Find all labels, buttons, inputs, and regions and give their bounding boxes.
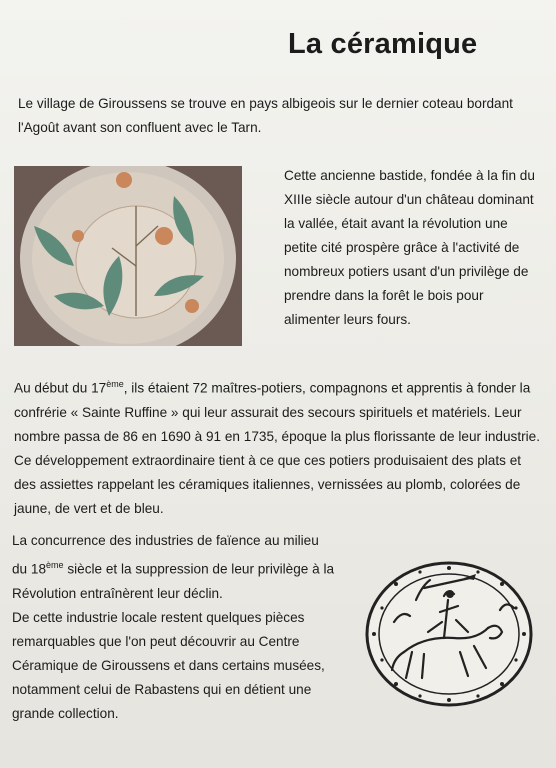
bastide-line: petite cité prospère grâce à l'activité de (284, 240, 520, 255)
bastide-line: alimenter leurs fours. (284, 312, 411, 327)
bastide-line: XIIIe siècle autour d'un château dominant (284, 192, 534, 207)
legacy-line: notamment celui de Rabastens qui en détient une (12, 682, 312, 697)
legacy-line: grande collection. (12, 706, 119, 721)
history-line: des assiettes rappelant les céramiques italiennes, vernissées au plomb, colorées de (14, 476, 521, 492)
intro-line: l'Agoût avant son confluent avec le Tarn. (18, 120, 262, 135)
history-line: Au début du 17ème, ils étaient 72 maîtres-potiers, compagnons et apprentis à fonder la (14, 379, 531, 396)
horseman-plate-emblem (364, 560, 534, 708)
bastide-line: nombreux potiers usant d'un privilège de (284, 264, 529, 279)
decline-line: du 18ème siècle et la suppression de leur privilège à la (12, 560, 335, 577)
intro-line: Le village de Giroussens se trouve en pays albigeois sur le dernier coteau bordant (18, 96, 513, 111)
history-line: nombre passa de 86 en 1690 à 91 en 1735, époque la plus florissante de leur industrie. (14, 428, 540, 444)
bastide-paragraph (284, 164, 544, 332)
decline-line: La concurrence des industries de faïence au milieu (12, 533, 319, 548)
history-line: jaune, de vert et de bleu. (14, 500, 164, 516)
decline-line: Révolution entraînèrent leur déclin. (12, 585, 223, 601)
bastide-line: Cette ancienne bastide, fondée à la fin du (284, 168, 535, 183)
page-title: La céramique (288, 28, 478, 60)
legacy-paragraph (12, 606, 342, 726)
decline-paragraph (12, 529, 342, 606)
history-line: confrérie « Sainte Ruffine » qui leur assurait des secours spirituels et matériels. Leur (14, 404, 522, 420)
legacy-line: De cette industrie locale restent quelques pièces (12, 610, 305, 625)
intro-paragraph (18, 92, 538, 140)
ceramic-plate-photo (14, 166, 242, 346)
history-paragraph (14, 372, 546, 521)
history-line: Ce développement extraordinaire tient à ce que ces potiers produisaient des plats et (14, 452, 522, 468)
legacy-line: Céramique de Giroussens et dans certains musées, (12, 658, 325, 673)
bastide-line: la vallée, était avant la révolution une (284, 216, 508, 231)
legacy-line: remarquables que l'on peut découvrir au Centre (12, 634, 300, 649)
bastide-line: prendre dans la forêt le bois pour (284, 288, 484, 303)
